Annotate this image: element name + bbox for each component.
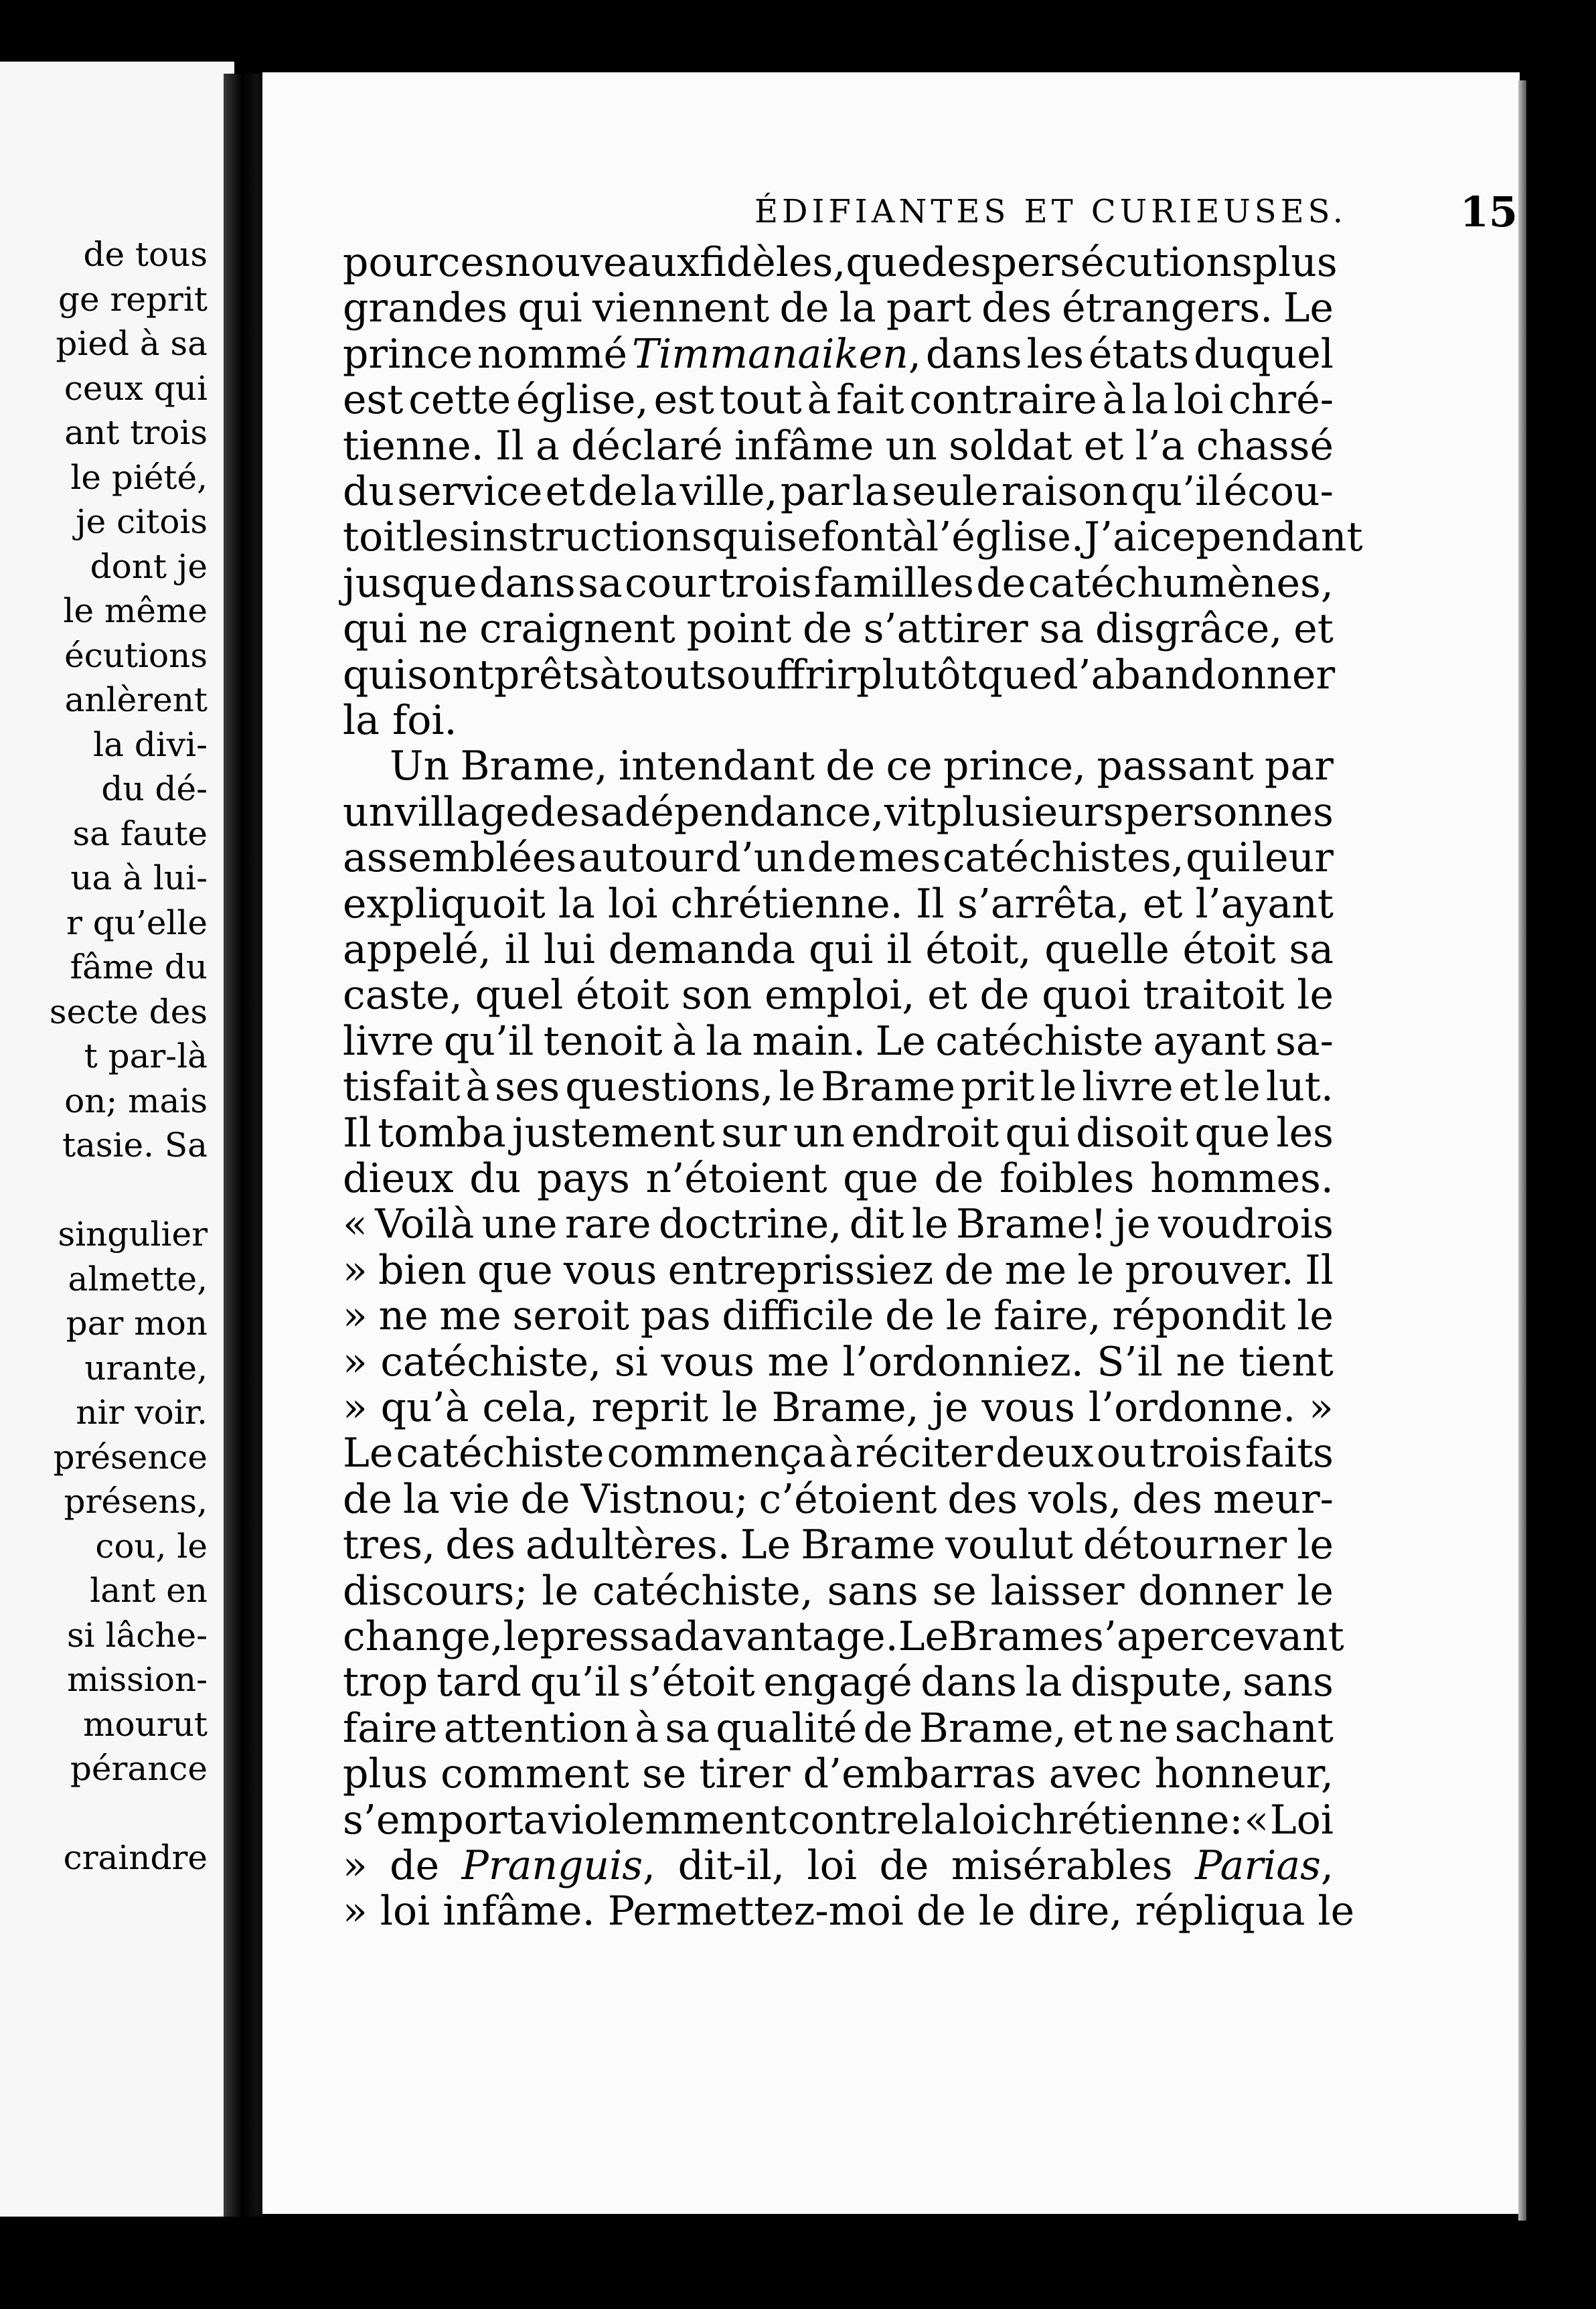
- text-line: discours; le catéchiste, sans se laisser donner le: [343, 1567, 1334, 1615]
- text-line: appelé, il lui demanda qui il étoit, quelle étoit sa: [343, 926, 1334, 973]
- text-line: » de Pranguis, dit-il, loi de misérables Parias,: [343, 1842, 1334, 1889]
- text-line: livre qu’il tenoit à la main. Le catéchiste ayant sa-: [343, 1017, 1334, 1065]
- text-line: tisfait à ses questions, le Brame prit le livre et le lut.: [343, 1063, 1334, 1111]
- left-page-line: je citois: [76, 502, 208, 541]
- text-line: un village de sa dépendance, vit plusieurs personnes: [343, 788, 1334, 836]
- text-line: qui ne craignent point de s’attirer sa disgrâce, et: [343, 605, 1334, 653]
- text-line: trop tard qu’il s’étoit engagé dans la dispute, sans: [343, 1659, 1334, 1706]
- text-line: assemblées autour d’un de mes catéchistes, qui leur: [343, 834, 1334, 882]
- text-line: dieux du pays n’étoient que de foibles hommes.: [343, 1155, 1334, 1202]
- left-page-line: présence: [53, 1437, 208, 1477]
- left-page-line: pied à sa: [56, 324, 208, 363]
- text-line: plus comment se tirer d’embarras avec honneur,: [343, 1751, 1334, 1798]
- left-page-line: de tous: [83, 235, 208, 274]
- text-line: s’emporta violemment contre la loi chrétienne: « Loi: [343, 1796, 1334, 1844]
- left-page-line: t par-là: [84, 1037, 208, 1075]
- left-page-line: du dé-: [101, 769, 208, 808]
- text-line: prince nommé Timmanaiken, dans les états duquel: [343, 330, 1334, 378]
- left-page-line: la divi-: [93, 725, 208, 764]
- page-edge: [1518, 80, 1526, 2221]
- text-line: » qu’à cela, reprit le Brame, je vous l’ordonne. »: [343, 1384, 1334, 1431]
- text-line: est cette église, est tout à fait contraire à la loi chré-: [343, 376, 1334, 424]
- text-line: tres, des adultères. Le Brame voulut détourner le: [343, 1521, 1334, 1569]
- text-line: » loi infâme. Permettez-moi de le dire, répliqua le: [343, 1888, 1355, 1935]
- left-page-line: le piété,: [70, 457, 208, 497]
- left-page-line: si lâche-: [66, 1615, 208, 1655]
- left-page-line: lant en: [90, 1571, 208, 1610]
- text-line: du service et de la ville, par la seule raison qu’il écou-: [343, 468, 1334, 515]
- left-page-line: sa faute: [72, 814, 208, 853]
- text-line: caste, quel étoit son emploi, et de quoi traitoit le: [343, 972, 1334, 1019]
- text-line: change, le pressa davantage. Le Brame s’apercevant: [343, 1613, 1344, 1660]
- text-line: toit les instructions qui se font à l’église. J’ai cependant: [343, 514, 1363, 561]
- left-page-line: ge reprit: [58, 279, 208, 319]
- left-page-line: ua à lui-: [70, 859, 208, 897]
- text-line: jusque dans sa cour trois familles de catéchumènes,: [343, 559, 1334, 607]
- left-page-line: présens,: [64, 1482, 208, 1521]
- left-page-line: on; mais: [64, 1081, 208, 1120]
- text-line: » ne me seroit pas difficile de le faire, répondit le: [343, 1292, 1334, 1340]
- text-line: Un Brame, intendant de ce prince, passant par: [390, 743, 1334, 790]
- text-line: pour ces nouveaux fidèles, que des persécutions plus: [343, 239, 1338, 286]
- left-page-line: nir voir.: [76, 1393, 208, 1432]
- text-line: tienne. Il a déclaré infâme un soldat et l’a chassé: [343, 422, 1334, 469]
- text-line: » catéchiste, si vous me l’ordonniez. S’il ne tient: [343, 1338, 1334, 1386]
- left-page-line: anlèrent: [64, 680, 208, 719]
- text-line: Le catéchiste commença à réciter deux ou trois faits: [343, 1430, 1334, 1477]
- text-line: Il tomba justement sur un endroit qui disoit que les: [343, 1109, 1334, 1157]
- right-page: [262, 72, 1520, 2214]
- left-page-line: singulier: [58, 1215, 208, 1254]
- left-page-line: mission-: [67, 1660, 208, 1699]
- left-page-line: ant trois: [64, 413, 208, 452]
- left-page-line: secte des: [49, 992, 208, 1031]
- text-line: grandes qui viennent de la part des étrangers. Le: [343, 285, 1334, 332]
- left-page: [0, 62, 234, 2217]
- left-page-line: fâme du: [70, 948, 208, 986]
- left-page-line: le même: [63, 591, 208, 630]
- left-page-line: écutions: [64, 636, 208, 675]
- running-head-title: ÉDIFIANTES ET CURIEUSES.: [754, 193, 1348, 230]
- left-page-line: urante,: [84, 1348, 208, 1388]
- left-page-line: craindre: [63, 1838, 208, 1877]
- left-page-line: almette,: [68, 1259, 208, 1298]
- left-page-line: tasie. Sa: [62, 1126, 208, 1165]
- text-line: « Voilà une rare doctrine, dit le Brame! je voudrois: [343, 1201, 1334, 1248]
- running-head: [500, 188, 1518, 240]
- page-number: 15: [1459, 188, 1518, 236]
- left-page-line: dont je: [90, 546, 208, 586]
- text-line: » bien que vous entreprissiez de me le prouver. Il: [343, 1246, 1334, 1294]
- left-page-line: mourut: [83, 1704, 208, 1744]
- left-page-line: cou, le: [95, 1526, 208, 1566]
- text-line: qui sont prêts à tout souffrir plutôt que d’abandonner: [343, 651, 1336, 698]
- text-line: faire attention à sa qualité de Brame, et ne sachant: [343, 1704, 1334, 1752]
- text-line: de la vie de Vistnou; c’étoient des vols, des meur-: [343, 1475, 1334, 1523]
- left-page-line: pérance: [70, 1749, 208, 1788]
- left-page-line: par mon: [66, 1304, 208, 1343]
- left-page-line: r qu’elle: [66, 903, 208, 942]
- left-page-line: ceux qui: [64, 368, 208, 408]
- text-line: la foi.: [343, 697, 457, 744]
- text-line: expliquoit la loi chrétienne. Il s’arrêta, et l’ayant: [343, 880, 1334, 927]
